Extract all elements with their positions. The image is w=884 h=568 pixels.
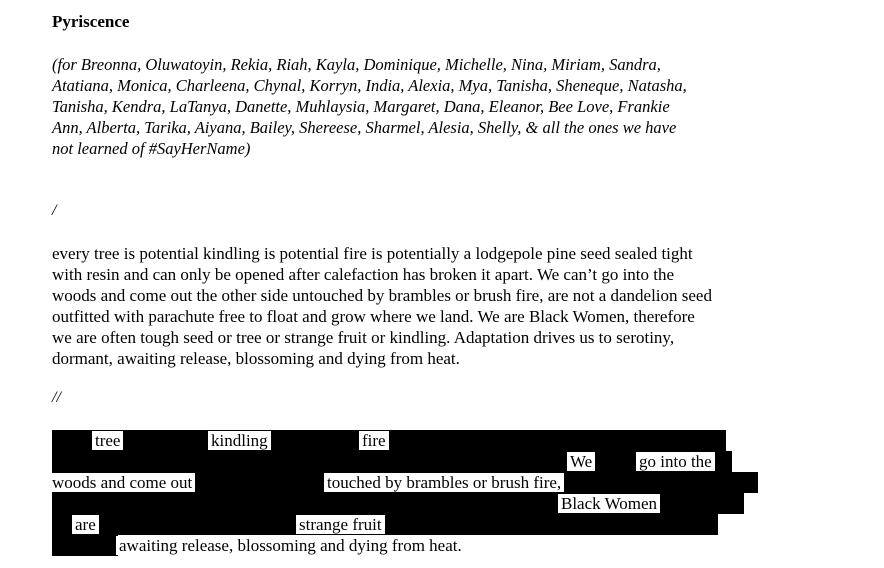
erasure-word: Black Women	[558, 494, 660, 513]
erasure-word: touched by brambles or brush fire,	[324, 473, 564, 492]
erasure-word: strange fruit	[296, 515, 385, 534]
erasure-word: go into the	[636, 452, 715, 471]
redaction-bar	[52, 535, 118, 556]
dedication-line: Ann, Alberta, Tarika, Aiyana, Bailey, Shereese, Sharmel, Alesia, Shelly, & all the ones we have	[52, 118, 677, 137]
paragraph-line: woods and come out the other side untouched by brambles or brush fire, are not a dandelion seed	[52, 286, 712, 305]
erasure-word: are	[72, 515, 99, 534]
erasure-word: kindling	[208, 431, 271, 450]
redaction-bar	[52, 514, 718, 535]
paragraph-line: with resin and can only be opened after calefaction has broken it apart. We can’t go into the	[52, 265, 675, 284]
redaction-bar	[52, 430, 726, 451]
poem-title: Pyriscence	[52, 12, 130, 31]
erasure-word: woods and come out	[49, 473, 195, 492]
dedication-line: Tanisha, Kendra, LaTanya, Danette, Muhlaysia, Margaret, Dana, Eleanor, Bee Love, Frankie	[52, 97, 670, 116]
erasure-word: fire	[359, 431, 389, 450]
erasure-word: We	[567, 452, 595, 471]
dedication-line: (for Breonna, Oluwatoyin, Rekia, Riah, Kayla, Dominique, Michelle, Nina, Miriam, Sandra,	[52, 55, 661, 74]
paragraph-line: we are often tough seed or tree or strange fruit or kindling. Adaptation drives us to serotiny,	[52, 328, 675, 347]
section-2-marker: //	[52, 389, 61, 406]
erasure-word: tree	[92, 431, 123, 450]
section-1-marker: /	[52, 202, 57, 219]
dedication-line: Atatiana, Monica, Charleena, Chynal, Korryn, India, Alexia, Mya, Tanisha, Sheneque, Natasha,	[52, 76, 687, 95]
paragraph-line: outfitted with parachute free to float and grow where we land. We are Black Women, therefore	[52, 307, 695, 326]
redaction-bar	[52, 451, 732, 472]
erasure-word: awaiting release, blossoming and dying from heat.	[116, 536, 465, 555]
dedication	[52, 54, 812, 159]
section-1-paragraph	[52, 243, 832, 369]
dedication-line: not learned of #SayHerName)	[52, 139, 251, 158]
paragraph-line: dormant, awaiting release, blossoming and dying from heat.	[52, 349, 460, 368]
paragraph-line: every tree is potential kindling is potential fire is potentially a lodgepole pine seed sealed tight	[52, 244, 693, 263]
